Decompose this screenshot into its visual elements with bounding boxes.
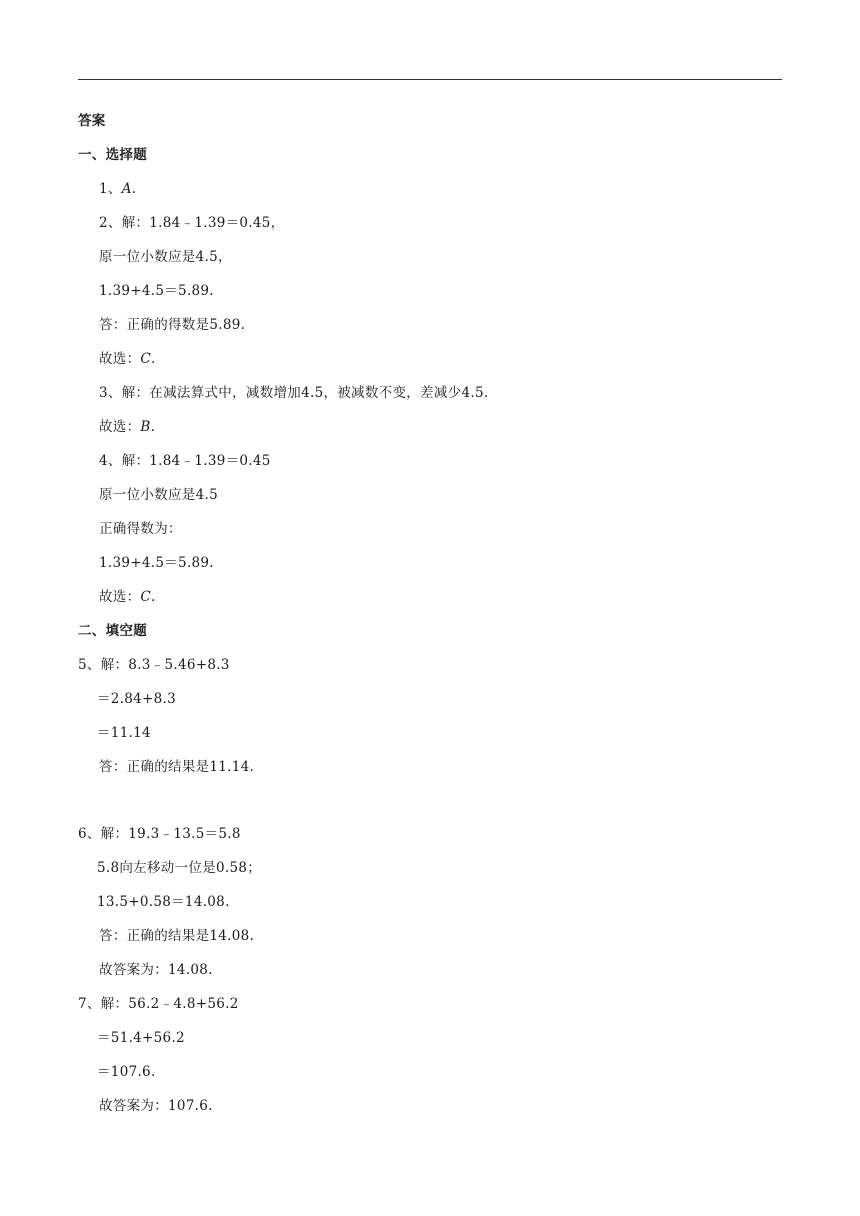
q5-line-1: 5、解：8.3﹣5.46+8.3 <box>78 657 230 673</box>
q5-line-3: ＝11.14 <box>97 725 151 741</box>
section-heading-fill: 二、填空题 <box>78 623 147 639</box>
q5-line-2: ＝2.84+8.3 <box>97 691 177 707</box>
q1-answer-line <box>99 180 136 198</box>
q6-line-4: 答：正确的结果是14.08. <box>99 928 255 944</box>
q4-end: . <box>151 589 156 605</box>
q7-line-1: 7、解：56.2﹣4.8+56.2 <box>78 996 239 1012</box>
q2-line-2: 原一位小数应是4.5， <box>99 249 232 265</box>
header-rule <box>78 79 782 80</box>
q6-line-1: 6、解：19.3﹣13.5＝5.8 <box>78 826 241 842</box>
q2-line-3: 1.39+4.5＝5.89. <box>99 283 214 299</box>
q3-answer-line <box>99 418 155 436</box>
q5-line-4: 答：正确的结果是11.14. <box>99 759 255 775</box>
q4-line-1: 4、解：1.84﹣1.39＝0.45 <box>99 453 271 469</box>
q2-line-4: 答：正确的得数是5.89. <box>99 317 246 333</box>
q6-line-5: 故答案为：14.08. <box>99 962 213 978</box>
q2-answer: C <box>140 351 152 367</box>
q4-line-2: 原一位小数应是4.5 <box>99 487 218 503</box>
q7-line-4: 故答案为：107.6. <box>99 1098 213 1114</box>
q2-end: . <box>151 351 156 367</box>
q3-line-1: 3、解：在减法算式中，减数增加4.5，被减数不变，差减少4.5. <box>99 385 489 401</box>
q4-line-3: 正确得数为： <box>99 521 182 537</box>
q1-prefix: 1、 <box>99 181 122 197</box>
q2-line-1: 2、解：1.84﹣1.39＝0.45， <box>99 215 285 231</box>
q4-line-4: 1.39+4.5＝5.89. <box>99 555 214 571</box>
q4-answer-line <box>99 588 156 606</box>
page-title: 答案 <box>78 113 106 129</box>
q7-line-3: ＝107.6. <box>97 1064 156 1080</box>
q2-prefix: 故选： <box>99 351 141 367</box>
q3-prefix: 故选： <box>99 419 141 435</box>
q6-line-3: 13.5+0.58＝14.08. <box>97 894 230 910</box>
q3-end: . <box>150 419 156 435</box>
q7-line-2: ＝51.4+56.2 <box>97 1030 185 1046</box>
q4-answer: C <box>140 589 152 605</box>
q4-prefix: 故选： <box>99 589 141 605</box>
q6-line-2: 5.8向左移动一位是0.58； <box>97 860 262 876</box>
q1-answer: A <box>121 181 132 197</box>
q1-end: . <box>131 181 137 197</box>
section-heading-choice: 一、选择题 <box>78 147 147 163</box>
q2-answer-line <box>99 350 156 368</box>
q3-answer: B <box>140 419 151 435</box>
